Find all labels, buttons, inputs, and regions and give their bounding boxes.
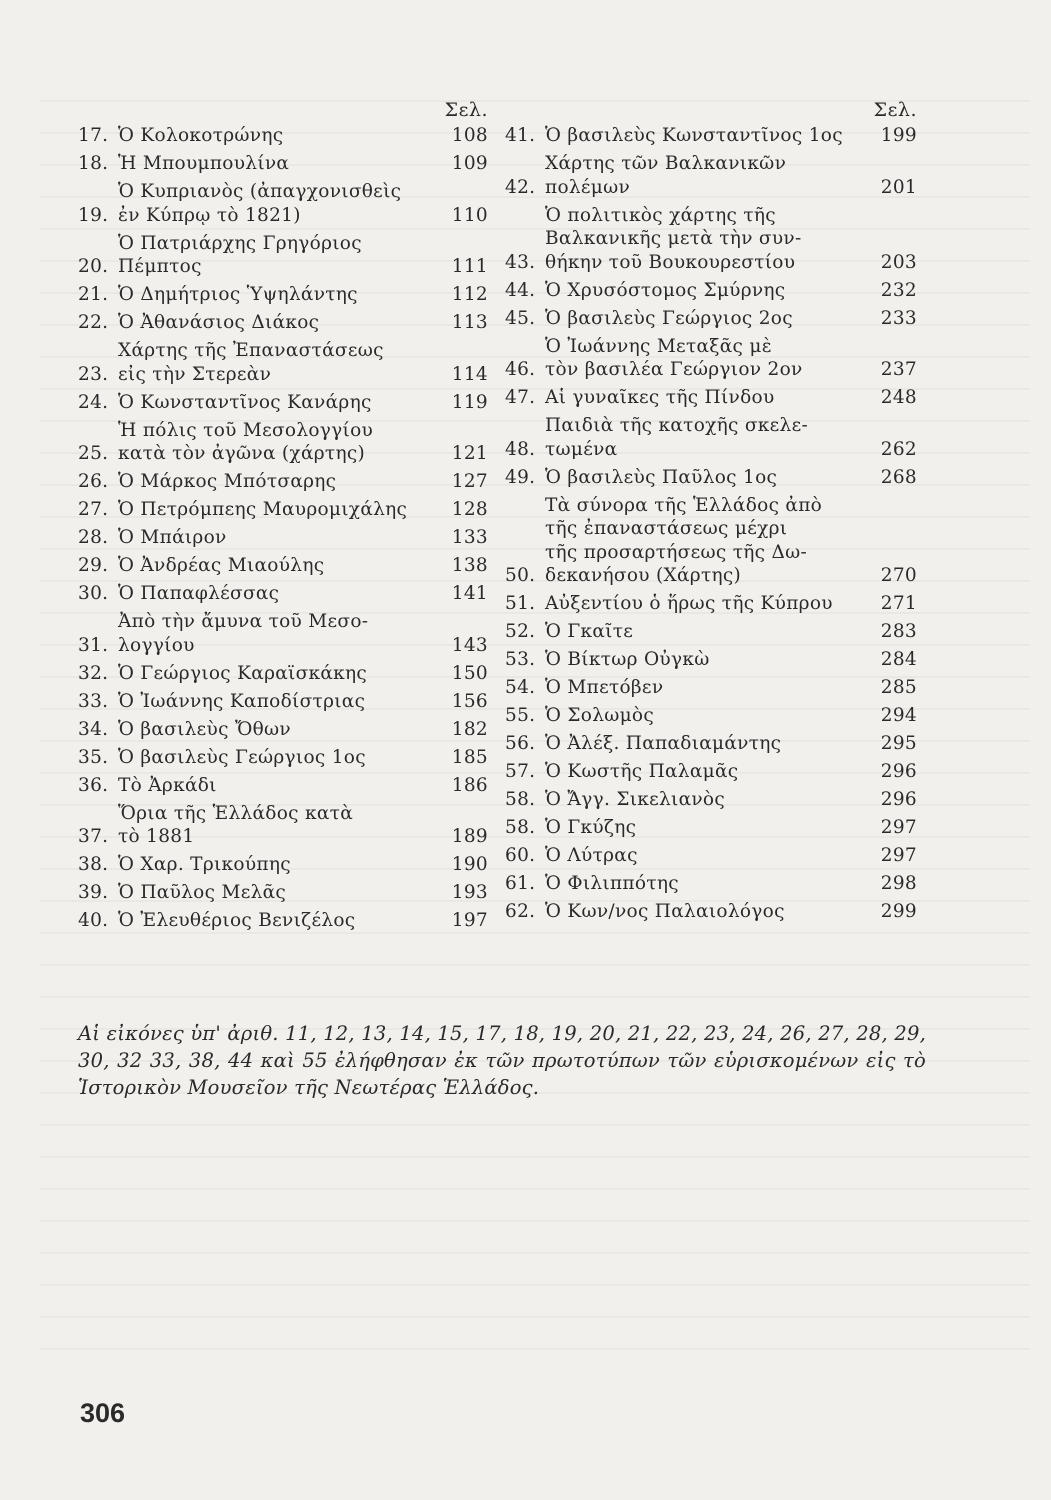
entry-page: 296 xyxy=(880,789,917,810)
entry-number: 58. xyxy=(505,817,536,838)
entry-title: Ὁ Κων/νος Παλαιολόγος xyxy=(545,901,785,922)
entry-page: 186 xyxy=(451,774,488,796)
entry-number: 51. xyxy=(505,593,536,614)
entry-number: 19. xyxy=(78,204,109,226)
index-entry xyxy=(78,152,488,176)
entry-title: Ὁ Δημήτριος Ὑψηλάντης xyxy=(118,284,358,305)
entry-number: 57. xyxy=(505,761,536,782)
index-list-right xyxy=(505,124,917,924)
page-column-header: Σελ. xyxy=(444,99,488,121)
entry-page: 285 xyxy=(880,677,917,698)
index-entry xyxy=(78,419,488,466)
entry-page: 128 xyxy=(451,499,488,520)
entry-page: 119 xyxy=(451,391,488,413)
entry-page: 296 xyxy=(880,761,917,782)
entry-title: Ὁ βασιλεὺς Κωνσταντῖνος 1ος xyxy=(545,125,843,146)
entry-title: Ὁ πολιτικὸς χάρτης τῆς Βαλκανικῆς μετὰ τὴν συν- θήκην τοῦ Βουκουρεστίου xyxy=(545,204,802,273)
entry-number: 58. xyxy=(505,789,536,810)
entry-number: 53. xyxy=(505,649,536,670)
entry-page: 271 xyxy=(880,593,917,614)
index-entry xyxy=(505,204,917,275)
entry-page: 262 xyxy=(880,438,917,460)
index-entry xyxy=(78,180,488,227)
index-entry xyxy=(78,853,488,877)
entry-title: Ὁ Γκαῖτε xyxy=(545,621,634,642)
index-entry xyxy=(78,909,488,933)
entry-number: 25. xyxy=(78,443,109,464)
entry-title: Ὁ Μάρκος Μπότσαρης xyxy=(118,471,337,492)
index-entry xyxy=(505,844,917,868)
entry-title: Ὅρια τῆς Ἑλλάδος κατὰ τὸ 1881 xyxy=(118,802,354,847)
index-entry xyxy=(78,690,488,714)
entry-page: 297 xyxy=(880,845,917,866)
entry-number: 28. xyxy=(78,527,109,548)
entry-page: 189 xyxy=(451,826,488,847)
entry-page: 295 xyxy=(880,733,917,754)
entry-title: Αὐξεντίου ὁ ἥρως τῆς Κύπρου xyxy=(545,593,833,614)
entry-title: Ἀπὸ τὴν ἄμυνα τοῦ Μεσο- λογγίου xyxy=(118,611,369,656)
index-column-right xyxy=(505,96,917,928)
entry-page: 297 xyxy=(880,817,917,838)
index-entry xyxy=(505,335,917,382)
index-entry xyxy=(78,470,488,494)
index-entry xyxy=(505,816,917,840)
entry-title: Ἡ πόλις τοῦ Μεσολογγίου κατὰ τὸν ἀγῶνα (χάρτης) xyxy=(118,419,374,464)
entry-page: 232 xyxy=(880,279,917,301)
entry-page: 143 xyxy=(451,634,488,656)
entry-title: Ὁ Πατριάρχης Γρηγόριος Πέμπτος xyxy=(118,232,362,277)
index-entry xyxy=(505,386,917,410)
entry-page: 283 xyxy=(880,621,917,642)
entry-title: Ὁ Λύτρας xyxy=(545,845,638,866)
index-entry xyxy=(78,582,488,606)
entry-number: 46. xyxy=(505,359,536,380)
index-entry xyxy=(505,732,917,756)
entry-number: 37. xyxy=(78,826,109,847)
index-entry xyxy=(505,648,917,672)
entry-number: 24. xyxy=(78,391,109,413)
entry-page: 109 xyxy=(451,153,488,174)
entry-number: 21. xyxy=(78,284,109,305)
index-entry xyxy=(78,339,488,386)
index-entry xyxy=(78,124,488,148)
entry-page: 201 xyxy=(880,176,917,198)
entry-page: 108 xyxy=(451,125,488,146)
index-entry xyxy=(505,620,917,644)
entry-number: 31. xyxy=(78,634,109,656)
index-entry xyxy=(505,494,917,588)
entry-page: 199 xyxy=(880,125,917,146)
entry-page: 237 xyxy=(880,359,917,380)
entry-number: 50. xyxy=(505,565,536,586)
index-entry xyxy=(78,610,488,657)
entry-title: Ὁ Βίκτωρ Οὐγκὼ xyxy=(545,649,710,670)
index-entry xyxy=(78,498,488,522)
entry-title: Ὁ Γεώργιος Καραϊσκάκης xyxy=(118,662,368,684)
entry-title: Ὁ Ἐλευθέριος Βενιζέλος xyxy=(118,910,356,931)
entry-page: 270 xyxy=(880,565,917,586)
entry-page: 133 xyxy=(451,527,488,548)
index-entry xyxy=(78,283,488,307)
entry-number: 54. xyxy=(505,677,536,698)
entry-number: 27. xyxy=(78,499,109,520)
entry-number: 41. xyxy=(505,125,536,146)
entry-title: Ἡ Μπουμπουλίνα xyxy=(118,153,290,174)
entry-page: 284 xyxy=(880,649,917,670)
page-column-header: Σελ. xyxy=(873,99,917,121)
index-entry xyxy=(505,414,917,461)
entry-number: 30. xyxy=(78,583,109,604)
entry-number: 33. xyxy=(78,690,109,712)
entry-page: 138 xyxy=(451,555,488,576)
entry-title: Ὁ Παπαφλέσσας xyxy=(118,583,280,604)
entry-page: 193 xyxy=(451,882,488,903)
entry-number: 38. xyxy=(78,854,109,875)
entry-page: 111 xyxy=(451,256,488,277)
entry-title: Ὁ Γκύζης xyxy=(545,817,637,838)
entry-page: 141 xyxy=(451,583,488,604)
entry-title: Ὁ Ἀθανάσιος Διάκος xyxy=(118,312,320,333)
entry-page: 156 xyxy=(451,690,488,712)
index-entry xyxy=(505,466,917,490)
index-entry xyxy=(78,881,488,905)
entry-title: Ὁ Σολωμὸς xyxy=(545,705,655,726)
entry-number: 55. xyxy=(505,705,536,726)
index-entry xyxy=(78,311,488,335)
index-entry xyxy=(78,662,488,686)
entry-number: 40. xyxy=(78,910,109,931)
entry-title: Ὁ Κολοκοτρώνης xyxy=(118,125,284,146)
entry-number: 22. xyxy=(78,312,109,333)
entry-number: 62. xyxy=(505,901,536,922)
entry-title: Ὁ Χαρ. Τρικούπης xyxy=(118,854,291,875)
entry-number: 29. xyxy=(78,555,109,576)
entry-title: Ὁ Φιλιππότης xyxy=(545,873,679,894)
entry-number: 23. xyxy=(78,363,109,385)
entry-page: 182 xyxy=(451,718,488,740)
entry-number: 17. xyxy=(78,125,109,146)
entry-title: Ὁ Ἰωάννης Μεταξᾶς μὲ τὸν βασιλέα Γεώργιον 2ον xyxy=(545,335,803,380)
entry-title: Ὁ Ἀνδρέας Μιαούλης xyxy=(118,555,325,576)
index-entry xyxy=(78,718,488,742)
entry-number: 61. xyxy=(505,873,536,894)
entry-number: 60. xyxy=(505,845,536,866)
entry-page: 233 xyxy=(880,307,917,329)
entry-title: Ὁ Μπάιρον xyxy=(118,527,227,548)
entry-number: 45. xyxy=(505,307,536,329)
entry-page: 113 xyxy=(451,312,488,333)
entry-page: 203 xyxy=(880,251,917,273)
entry-number: 49. xyxy=(505,466,536,488)
entry-title: Ὁ βασιλεὺς Γεώργιος 2ος xyxy=(545,307,793,329)
index-column-left xyxy=(78,96,488,937)
index-entry xyxy=(78,774,488,798)
entry-title: Ὁ βασιλεὺς Παῦλος 1ος xyxy=(545,466,778,488)
index-entry xyxy=(505,760,917,784)
entry-page: 298 xyxy=(880,873,917,894)
entry-page: 248 xyxy=(880,387,917,408)
entry-number: 32. xyxy=(78,662,109,684)
index-entry xyxy=(78,232,488,279)
index-entry xyxy=(505,307,917,331)
entry-title: Χάρτης τῶν Βαλκανικῶν πολέμων xyxy=(545,153,787,198)
entry-page: 294 xyxy=(880,705,917,726)
entry-title: Αἱ γυναῖκες τῆς Πίνδου xyxy=(545,387,775,408)
entry-page: 112 xyxy=(451,284,488,305)
entry-title: Ὁ Κωστῆς Παλαμᾶς xyxy=(545,761,739,782)
entry-number: 48. xyxy=(505,438,536,460)
entry-number: 26. xyxy=(78,471,109,492)
entry-title: Ὁ Παῦλος Μελᾶς xyxy=(118,882,287,903)
entry-number: 36. xyxy=(78,774,109,796)
entry-title: Χάρτης τῆς Ἐπαναστάσεως εἰς τὴν Στερεὰν xyxy=(118,340,384,385)
entry-title: Τὸ Ἀρκάδι xyxy=(118,774,217,796)
entry-title: Τὰ σύνορα τῆς Ἑλλάδος ἀπὸ τῆς ἐπαναστάσεως μέχρι τῆς προσαρτήσεως τῆς Δω- δεκανήσου (Χάρτης) xyxy=(545,494,823,586)
entry-page: 185 xyxy=(451,746,488,768)
entry-title: Ὁ Κωνσταντῖνος Κανάρης xyxy=(118,391,372,413)
entry-title: Ὁ Κυπριανὸς (ἀπαγχονισθεὶς ἐν Κύπρῳ τὸ 1821) xyxy=(118,181,402,226)
entry-number: 56. xyxy=(505,733,536,754)
entry-number: 44. xyxy=(505,279,536,301)
entry-page: 150 xyxy=(451,662,488,684)
index-list-left xyxy=(78,124,488,933)
index-entry xyxy=(78,746,488,770)
index-entry xyxy=(78,554,488,578)
entry-page: 190 xyxy=(451,854,488,875)
index-entry xyxy=(78,391,488,415)
entry-number: 42. xyxy=(505,176,536,198)
entry-number: 35. xyxy=(78,746,109,768)
entry-number: 34. xyxy=(78,718,109,740)
entry-page: 299 xyxy=(880,901,917,922)
index-entry xyxy=(78,802,488,849)
entry-title: Ὁ Μπετόβεν xyxy=(545,677,664,698)
entry-number: 18. xyxy=(78,153,109,174)
entry-page: 268 xyxy=(880,466,917,488)
index-entry xyxy=(505,788,917,812)
entry-title: Ὁ Ἄγγ. Σικελιανὸς xyxy=(545,789,726,810)
entry-number: 47. xyxy=(505,387,536,408)
index-entry xyxy=(78,526,488,550)
entry-number: 43. xyxy=(505,251,536,273)
index-entry xyxy=(505,704,917,728)
entry-number: 52. xyxy=(505,621,536,642)
entry-title: Ὁ Χρυσόστομος Σμύρνης xyxy=(545,279,786,301)
entry-page: 110 xyxy=(451,204,488,226)
entry-title: Ὁ Ἀλέξ. Παπαδιαμάντης xyxy=(545,733,782,754)
index-entry xyxy=(505,592,917,616)
entry-page: 197 xyxy=(451,910,488,931)
entry-title: Ὁ βασιλεὺς Ὄθων xyxy=(118,718,291,740)
entry-number: 20. xyxy=(78,256,109,277)
index-entry xyxy=(505,900,917,924)
entry-number: 39. xyxy=(78,882,109,903)
entry-title: Παιδιὰ τῆς κατοχῆς σκελε- τωμένα xyxy=(545,415,809,460)
index-entry xyxy=(505,872,917,896)
entry-title: Ὁ Πετρόμπεης Μαυρομιχάλης xyxy=(118,499,408,520)
entry-title: Ὁ Ἰωάννης Καποδίστριας xyxy=(118,690,366,712)
entry-page: 114 xyxy=(451,363,488,385)
page-number: 306 xyxy=(80,1398,126,1428)
index-entry xyxy=(505,279,917,303)
index-entry xyxy=(505,124,917,148)
entry-title: Ὁ βασιλεὺς Γεώργιος 1ος xyxy=(118,746,366,768)
index-entry xyxy=(505,152,917,199)
index-entry xyxy=(505,676,917,700)
entry-page: 127 xyxy=(451,471,488,492)
entry-page: 121 xyxy=(451,443,488,464)
footnote: Αἱ εἰκόνες ὑπ' ἀριθ. 11, 12, 13, 14, 15, 17, 18, 19, 20, 21, 22, 23, 24, 26, 27, 28, 29, 30, 32 33, 38, 44 καὶ 55 ἐλήφθησαν ἐκ τῶν πρωτοτύπων τῶν εὑρισκομένων εἰς τὸ Ἱστορικὸν Μουσεῖον τῆς Νεωτέρας Ἑλλάδος. xyxy=(78,1022,926,1099)
